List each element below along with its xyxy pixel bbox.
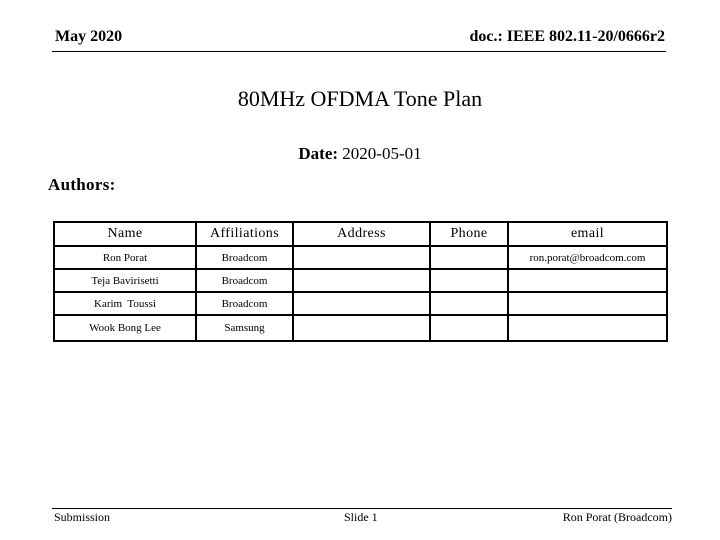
footer-divider [52,508,672,509]
column-header-name: Name [54,222,196,246]
header-date: May 2020 [55,28,123,45]
column-header-email: email [508,222,667,246]
cell-email [508,292,667,315]
cell-affiliation: Broadcom [196,292,293,315]
cell-phone [430,269,508,292]
authors-heading: Authors: [48,175,116,194]
cell-phone [430,292,508,315]
cell-name: Ron Porat [54,246,196,269]
column-header-address: Address [293,222,430,246]
authors-table [53,221,668,342]
cell-address [293,246,430,269]
cell-email [508,315,667,341]
table-row [54,315,667,341]
column-header-affiliations: Affiliations [196,222,293,246]
cell-address [293,292,430,315]
cell-name: Wook Bong Lee [54,315,196,341]
cell-address [293,269,430,292]
footer-author: Ron Porat (Broadcom) [562,510,672,524]
cell-phone [430,246,508,269]
cell-email [508,269,667,292]
cell-email: ron.porat@broadcom.com [508,246,667,269]
table-row [54,292,667,315]
cell-name: Teja Bavirisetti [54,269,196,292]
table-row [54,246,667,269]
table-row [54,269,667,292]
table-header-row [54,222,667,246]
cell-affiliation: Samsung [196,315,293,341]
footer-slide-number: Slide 1 [344,510,378,524]
cell-name: Karim Toussi [54,292,196,315]
cell-phone [430,315,508,341]
cell-affiliation: Broadcom [196,269,293,292]
column-header-phone: Phone [430,222,508,246]
slide-title: 80MHz OFDMA Tone Plan [237,86,483,111]
header-divider [52,51,666,52]
footer-submission: Submission [54,510,111,524]
cell-address [293,315,430,341]
date-label: Date: [298,144,339,163]
cell-affiliation: Broadcom [196,246,293,269]
date-line [0,144,720,164]
header-doc-id: doc.: IEEE 802.11-20/0666r2 [469,28,665,45]
date-value: 2020-05-01 [342,144,422,163]
